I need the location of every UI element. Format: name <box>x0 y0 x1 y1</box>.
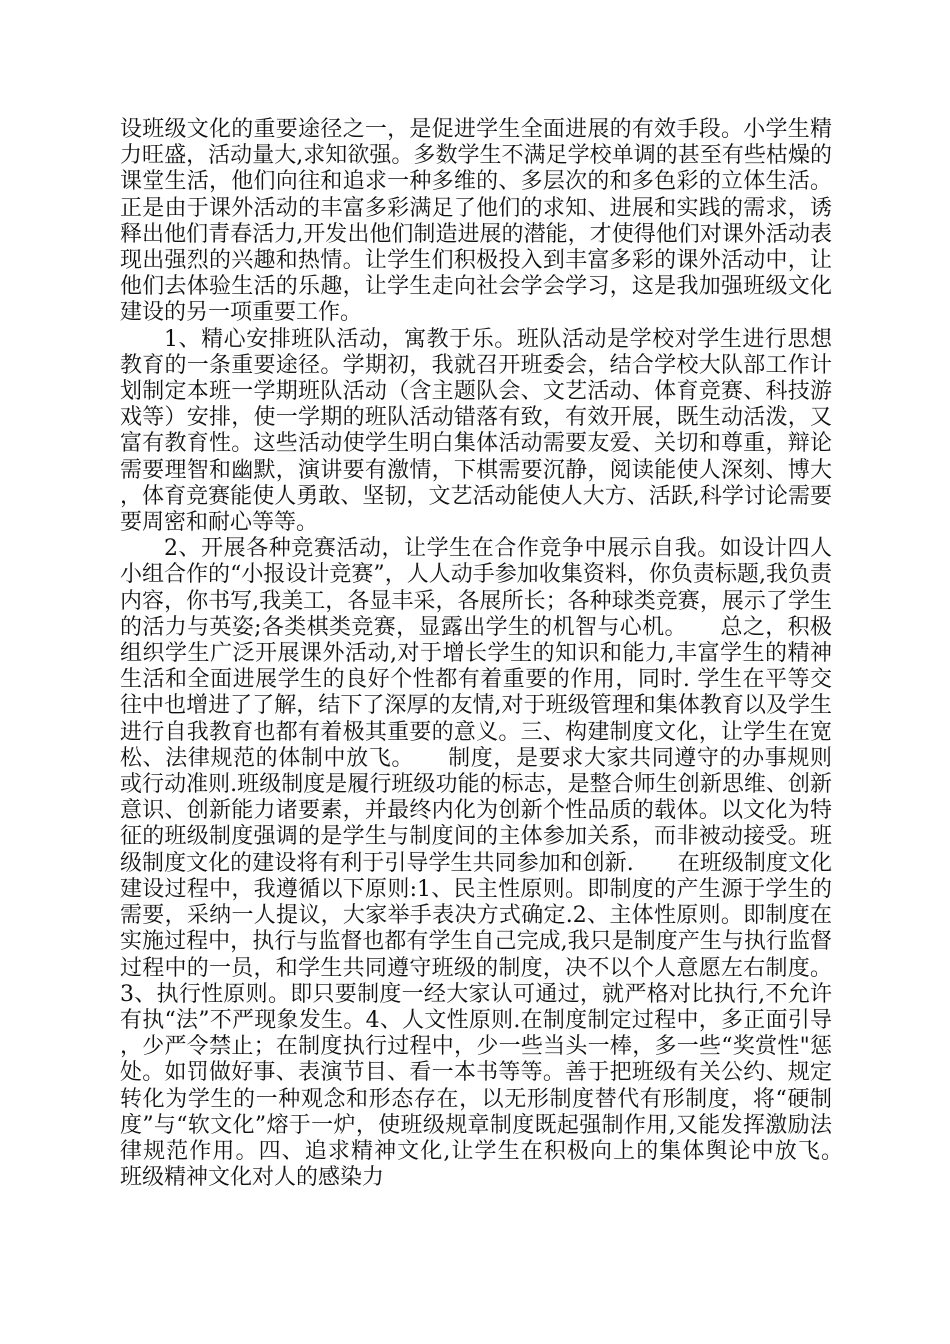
paragraph-competitions-and-system-culture: 2、开展各种竞赛活动，让学生在合作竞争中展示自我。如设计四人小组合作的“小报设计竞赛”，人人动手参加收集资料，你负责标题,我负责内容，你书写,我美工，各显丰采，各展所长；各种球类竞赛，展示了学生的活力与英姿;各类棋类竞赛，显露出学生的机智与心机。 总之，积极组织学生广泛开展课外活动,对于增长学生的知识和能力,丰富学生的精神生活和全面进展学生的良好个性都有着重要的作用，同时. 学生在平等交往中也增进了了解，结下了深厚的友情,对于班级管理和集体教育以及学生进行自我教育也都有着极其重要的意义。三、构建制度文化，让学生在宽松、法律规范的体制中放飞。 制度，是要求大家共同遵守的办事规则或行动准则.班级制度是履行班级功能的标志，是整合师生创新思维、创新意识、创新能力诸要素，并最终内化为创新个性品质的载体。以文化为特征的班级制度强调的是学生与制度间的主体参加关系，而非被动接受。班级制度文化的建设将有利于引导学生共同参加和创新. 在班级制度文化建设过程中，我遵循以下原则:1、民主性原则。即制度的产生源于学生的需要，采纳一人提议，大家举手表决方式确定.2、主体性原则。即制度在实施过程中，执行与监督也都有学生自己完成,我只是制度产生与执行监督过程中的一员，和学生共同遵守班级的制度，决不以个人意愿左右制度。3、执行性原则。即只要制度一经大家认可通过，就严格对比执行,不允许有执“法”不严现象发生。4、人文性原则.在制度制定过程中，多正面引导，少严令禁止；在制度执行过程中，少一些当头一棒，多一些“奖赏性"惩处。如罚做好事、表演节目、看一本书等等。善于把班级有关公约、规定转化为学生的一种观念和形态存在，以无形制度替代有形制度，将“硬制度”与“软文化”熔于一炉，使班级规章制度既起强制作用,又能发挥激励法律规范作用。四、追求精神文化,让学生在积极向上的集体舆论中放飞。 班级精神文化对人的感染力 <box>120 536 877 1191</box>
paragraph-class-activities: 1、精心安排班队活动，寓教于乐。班队活动是学校对学生进行思想教育的一条重要途径。学期初，我就召开班委会，结合学校大队部工作计划制定本班一学期班队活动（含主题队会、文艺活动、体育竞赛、科技游戏等）安排，使一学期的班队活动错落有致，有效开展，既生动活泼，又富有教育性。这些活动使学生明白集体活动需要友爱、关切和尊重，辩论需要理智和幽默，演讲要有激情，下棋需要沉静，阅读能使人深刻、博大，体育竞赛能使人勇敢、坚韧，文艺活动能使人大方、活跃,科学讨论需要要周密和耐心等等。 <box>120 326 832 536</box>
document-body <box>120 117 877 1191</box>
paragraph-continuation: 设班级文化的重要途径之一，是促进学生全面进展的有效手段。小学生精力旺盛，活动量大,求知欲强。多数学生不满足学校单调的甚至有些枯燥的课堂生活，他们向往和追求一种多维的、多层次的和多色彩的立体生活。正是由于课外活动的丰富多彩满足了他们的求知、进展和实践的需求，诱释出他们青春活力,开发出他们制造进展的潜能，才使得他们对课外活动表现出强烈的兴趣和热情。让学生们积极投入到丰富多彩的课外活动中，让他们去体验生活的乐趣，让学生走向社会学会学习，这是我加强班级文化建设的另一项重要工作。 <box>120 117 832 326</box>
